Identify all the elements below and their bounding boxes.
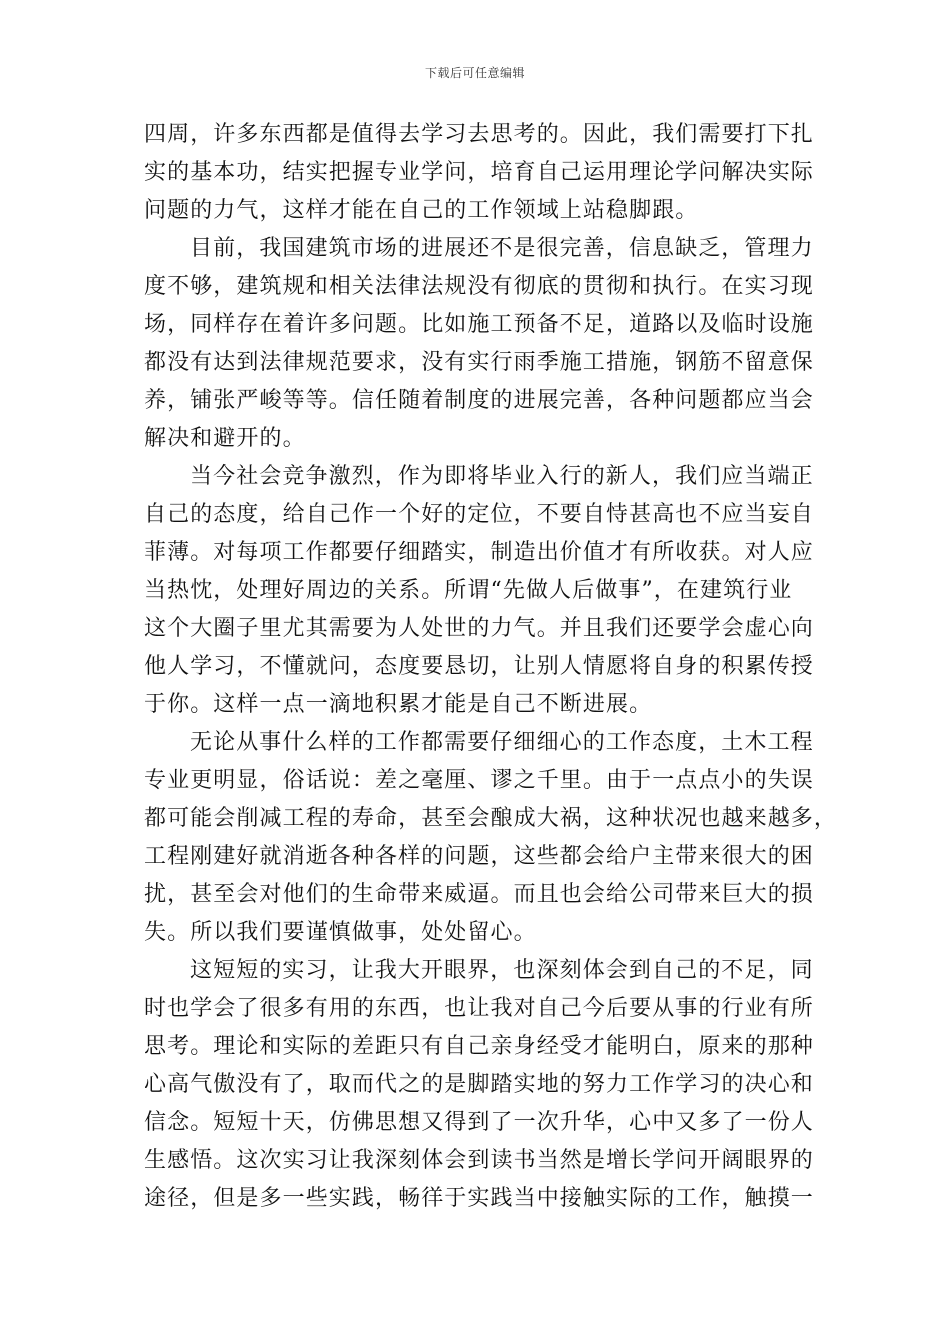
text-line: 工程刚建好就消逝各种各样的问题，这些都会给户主带来很大的困 <box>144 844 814 869</box>
text-line: 当热忱，处理好周边的关系。所谓“先做人后做事”，在建筑行业 <box>144 578 793 603</box>
text-line: 时也学会了很多有用的东西，也让我对自己今后要从事的行业有所 <box>144 996 814 1021</box>
text-line: 专业更明显，俗话说：差之毫厘、谬之千里。由于一点点小的失误 <box>144 768 814 793</box>
text-line: 他人学习，不懂就问，态度要恳切，让别人情愿将自身的积累传授 <box>144 654 814 679</box>
text-line: 养，铺张严峻等等。信任随着制度的进展完善，各种问题都应当会 <box>144 388 814 413</box>
text-line: 信念。短短十天，仿佛思想又得到了一次升华，心中又多了一份人 <box>144 1110 814 1135</box>
paragraph-first-line: 无论从事什么样的工作都需要仔细细心的工作态度，土木工程 <box>190 730 814 755</box>
body-text <box>144 116 838 1218</box>
text-line: 失。所以我们要谨慎做事，处处留心。 <box>144 920 537 945</box>
text-line: 四周，许多东西都是值得去学习去思考的。因此，我们需要打下扎 <box>144 122 814 147</box>
text-line: 思考。理论和实际的差距只有自己亲身经受才能明白，原来的那种 <box>144 1034 814 1059</box>
text-line: 扰，甚至会对他们的生命带来威逼。而且也会给公司带来巨大的损 <box>144 882 814 907</box>
text-line: 这个大圈子里尤其需要为人处世的力气。并且我们还要学会虚心向 <box>144 616 814 641</box>
paragraph-first-line: 当今社会竞争激烈，作为即将毕业入行的新人，我们应当端正 <box>190 464 814 489</box>
text-line: 都可能会削减工程的寿命，甚至会酿成大祸，这种状况也越来越多， <box>144 806 838 831</box>
text-line: 生感悟。这次实习让我深刻体会到读书当然是增长学问开阔眼界的 <box>144 1148 814 1173</box>
text-line: 途径，但是多一些实践，畅徉于实践当中接触实际的工作，触摸一 <box>144 1186 814 1211</box>
paragraph-first-line: 这短短的实习，让我大开眼界，也深刻体会到自己的不足，同 <box>190 958 814 983</box>
text-line: 问题的力气，这样才能在自己的工作领域上站稳脚跟。 <box>144 198 699 223</box>
text-line: 菲薄。对每项工作都要仔细踏实，制造出价值才有所收获。对人应 <box>144 540 814 565</box>
text-line: 场，同样存在着许多问题。比如施工预备不足，道路以及临时设施 <box>144 312 814 337</box>
text-line: 度不够，建筑规和相关法律法规没有彻底的贯彻和执行。在实习现 <box>144 274 814 299</box>
text-line: 自己的态度，给自己作一个好的定位，不要自恃甚高也不应当妄自 <box>144 502 814 527</box>
text-line: 实的基本功，结实把握专业学问，培育自己运用理论学问解决实际 <box>144 160 814 185</box>
text-line: 解决和避开的。 <box>144 426 306 451</box>
text-line: 于你。这样一点一滴地积累才能是自己不断进展。 <box>144 692 653 717</box>
text-line: 心高气傲没有了，取而代之的是脚踏实地的努力工作学习的决心和 <box>144 1072 814 1097</box>
text-line: 都没有达到法律规范要求，没有实行雨季施工措施，钢筋不留意保 <box>144 350 814 375</box>
page-header: 下载后可任意编辑 <box>424 66 525 80</box>
paragraph-first-line: 目前，我国建筑市场的进展还不是很完善，信息缺乏，管理力 <box>190 236 814 261</box>
